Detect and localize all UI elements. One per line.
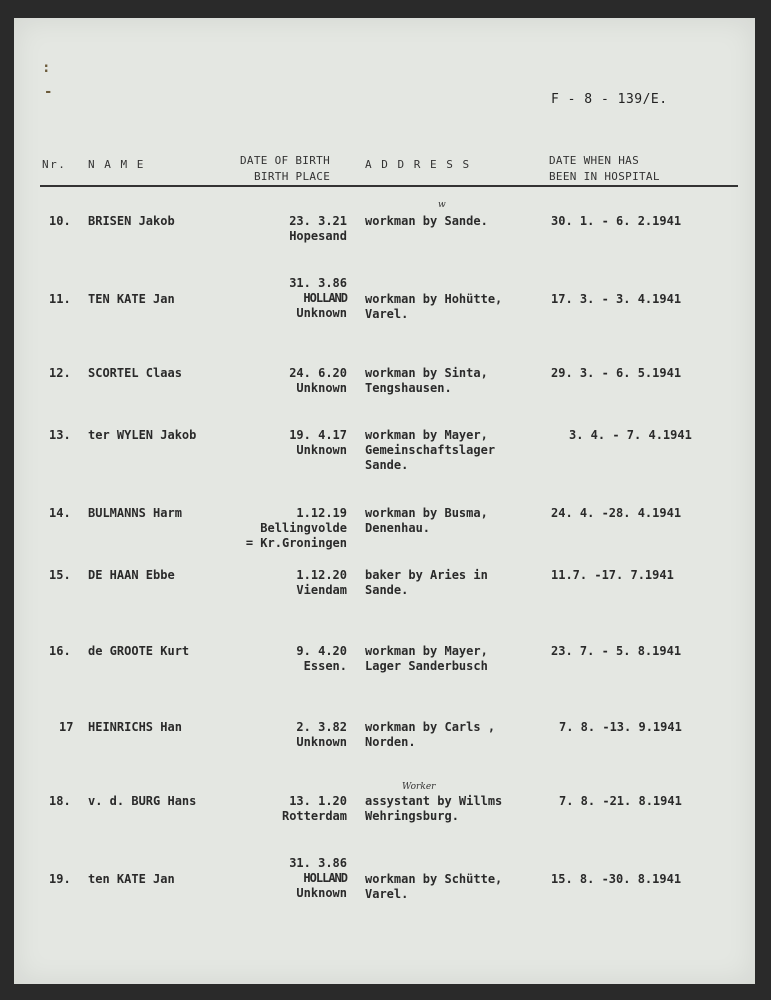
row-birth	[289, 428, 347, 458]
header-dob-line2: BIRTH PLACE	[254, 170, 331, 183]
birth-place: Unknown	[296, 886, 347, 900]
header-rule	[40, 185, 738, 187]
row-number: 17	[59, 720, 74, 734]
birth-date: 31. 3.86	[289, 276, 347, 290]
header-dob-line1: DATE OF BIRTH	[240, 154, 330, 167]
document-page	[14, 18, 755, 984]
address-line: Wehringsburg.	[365, 809, 459, 823]
row-address	[365, 214, 488, 229]
address-line: Sande.	[365, 583, 409, 597]
table-row	[14, 856, 755, 926]
row-address	[365, 506, 488, 536]
row-birth	[289, 276, 347, 321]
address-line: workman by Carls ,	[365, 720, 496, 734]
birth-date: 9. 4.20	[296, 644, 347, 658]
row-number: 15.	[49, 568, 71, 582]
birth-date: 24. 6.20	[289, 366, 347, 380]
birth-country-struck: HOLLAND	[303, 291, 347, 305]
table-row	[14, 644, 755, 714]
birth-date: 19. 4.17	[289, 428, 347, 442]
row-birth	[289, 856, 347, 901]
birth-place: Hopesand	[289, 229, 347, 243]
row-address	[365, 366, 488, 396]
row-hospital-dates: 30. 1. - 6. 2.1941	[551, 214, 682, 228]
row-address	[365, 644, 488, 674]
table-row	[14, 720, 755, 790]
birth-date: 31. 3.86	[289, 856, 347, 870]
address-line: baker by Aries in	[365, 568, 488, 582]
row-number: 13.	[49, 428, 71, 442]
row-number: 16.	[49, 644, 71, 658]
address-line: Gemeinschaftslager	[365, 443, 496, 457]
birth-place: Unknown	[296, 735, 347, 749]
address-line: workman by Busma,	[365, 506, 488, 520]
birth-date: 2. 3.82	[296, 720, 347, 734]
row-hospital-dates: 15. 8. -30. 8.1941	[551, 872, 682, 886]
row-birth	[296, 568, 347, 598]
row-name: ter WYLEN Jakob	[88, 428, 197, 442]
birth-place: Rotterdam	[281, 809, 347, 823]
row-hospital-dates: 11.7. -17. 7.1941	[551, 568, 674, 582]
birth-place: Viendam	[296, 583, 347, 597]
row-address	[365, 292, 502, 322]
table-row	[14, 506, 755, 576]
birth-country-struck: HOLLAND	[303, 871, 347, 885]
row-birth	[296, 644, 347, 674]
birth-place: Unknown	[296, 381, 347, 395]
row-birth	[289, 366, 347, 396]
row-address	[365, 720, 495, 750]
row-hospital-dates: 24. 4. -28. 4.1941	[551, 506, 682, 520]
address-line: Varel.	[365, 307, 409, 321]
row-name: TEN KATE Jan	[88, 292, 175, 306]
row-hospital-dates: 7. 8. -13. 9.1941	[559, 720, 682, 734]
row-name: ten KATE Jan	[88, 872, 175, 886]
birth-region: = Kr.Groningen	[245, 536, 347, 550]
birth-date: 13. 1.20	[289, 794, 347, 808]
address-line: Tengshausen.	[365, 381, 452, 395]
header-address: A D D R E S S	[365, 158, 471, 171]
address-line: workman by Sinta,	[365, 366, 488, 380]
row-address	[365, 872, 502, 902]
document-reference: F - 8 - 139/E.	[551, 92, 668, 107]
row-birth	[246, 506, 347, 551]
row-hospital-dates: 3. 4. - 7. 4.1941	[569, 428, 692, 442]
address-line: workman by Schütte,	[365, 872, 503, 886]
address-line: Varel.	[365, 887, 409, 901]
row-name: BULMANNS Harm	[88, 506, 182, 520]
table-row	[14, 782, 755, 864]
handwritten-note: w	[438, 200, 446, 210]
birth-place: Bellingvolde	[260, 521, 347, 535]
address-line: workman by Sande.	[365, 214, 488, 228]
row-hospital-dates: 7. 8. -21. 8.1941	[559, 794, 682, 808]
birth-date: 1.12.20	[296, 568, 347, 582]
scan-bottom-edge	[0, 984, 771, 1000]
row-number: 14.	[49, 506, 71, 520]
row-name: DE HAAN Ebbe	[88, 568, 175, 582]
row-birth	[289, 214, 347, 244]
row-name: BRISEN Jakob	[88, 214, 175, 228]
header-nr: Nr.	[42, 158, 67, 171]
row-address	[365, 428, 495, 473]
row-birth	[282, 794, 347, 824]
row-number: 11.	[49, 292, 71, 306]
address-line: Lager Sanderbusch	[365, 659, 488, 673]
table-row	[14, 428, 755, 498]
table-row	[14, 568, 755, 638]
birth-place: Essen.	[303, 659, 347, 673]
birth-place: Unknown	[296, 306, 347, 320]
row-name: HEINRICHS Han	[88, 720, 182, 734]
row-hospital-dates: 29. 3. - 6. 5.1941	[551, 366, 682, 380]
header-hospital-line1: DATE WHEN HAS	[549, 154, 639, 167]
address-line: workman by Mayer,	[365, 644, 488, 658]
handwritten-note: Worker	[402, 782, 436, 792]
row-hospital-dates: 17. 3. - 3. 4.1941	[551, 292, 682, 306]
row-birth	[296, 720, 347, 750]
row-name: SCORTEL Claas	[88, 366, 182, 380]
row-hospital-dates: 23. 7. - 5. 8.1941	[551, 644, 682, 658]
birth-place: Unknown	[296, 443, 347, 457]
row-number: 19.	[49, 872, 71, 886]
row-address	[365, 794, 502, 824]
row-address	[365, 568, 488, 598]
address-line: Denenhau.	[365, 521, 431, 535]
header-hospital-line2: BEEN IN HOSPITAL	[549, 170, 660, 183]
row-number: 18.	[49, 794, 71, 808]
row-number: 10.	[49, 214, 71, 228]
address-line: Norden.	[365, 735, 416, 749]
stain-mark-2: -	[44, 84, 53, 100]
row-name: de GROOTE Kurt	[88, 644, 190, 658]
table-row	[14, 276, 755, 346]
table-row	[14, 366, 755, 436]
stain-mark-1: :	[42, 60, 51, 76]
row-number: 12.	[49, 366, 71, 380]
address-line: assystant by Willms	[365, 794, 503, 808]
address-line: Sande.	[365, 458, 409, 472]
table-row	[14, 200, 755, 284]
row-name: v. d. BURG Hans	[88, 794, 197, 808]
address-line: workman by Mayer,	[365, 428, 488, 442]
birth-date: 1.12.19	[296, 506, 347, 520]
address-line: workman by Hohütte,	[365, 292, 503, 306]
birth-date: 23. 3.21	[289, 214, 347, 228]
header-name: N A M E	[88, 158, 145, 171]
